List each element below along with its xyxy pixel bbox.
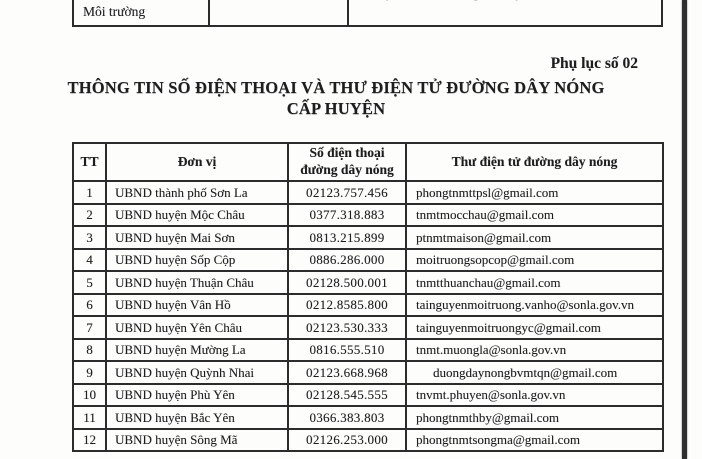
cell-phone: 02123.530.333 <box>288 316 406 339</box>
table-row <box>73 181 663 204</box>
cell-unit: UBND huyện Quỳnh Nhai <box>106 361 288 384</box>
table-row <box>73 361 663 384</box>
cell-phone: 0366.383.803 <box>288 406 406 429</box>
cell-index: 12 <box>73 429 106 452</box>
header-cell-phone: Số điện thoại đường dây nóng <box>288 143 406 181</box>
cell-unit: UBND huyện Bắc Yên <box>106 406 288 429</box>
cell-unit: UBND huyện Sông Mã <box>106 429 288 452</box>
previous-page-table-fragment <box>72 0 663 27</box>
table-row <box>73 384 663 407</box>
cell-email: tnmtthuanchau@gmail.com <box>406 271 663 294</box>
cell-email: tainguyenmoitruong.vanho@sonla.gov.vn <box>406 294 663 317</box>
cell-index: 9 <box>73 361 106 384</box>
page-edge-shadow-bar <box>682 0 687 459</box>
cell-email: tnvmt.phuyen@sonla.gov.vn <box>406 384 663 407</box>
table-row <box>73 339 663 362</box>
table-row <box>73 204 663 227</box>
hotline-table <box>72 142 664 452</box>
header-cell-unit: Đơn vị <box>106 143 288 181</box>
cell-index: 6 <box>73 294 106 317</box>
cell-email: moitruongsopcop@gmail.com <box>406 249 663 272</box>
cell-unit: UBND huyện Yên Châu <box>106 316 288 339</box>
cell-phone: 02128.545.555 <box>288 384 406 407</box>
cell-index: 4 <box>73 249 106 272</box>
cell-phone: 02128.500.001 <box>288 271 406 294</box>
cell-email: phongtnmthby@gmail.com <box>406 406 663 429</box>
page-subtitle: CẤP HUYỆN <box>286 99 386 119</box>
cell-unit: UBND thành phố Sơn La <box>106 181 288 204</box>
cell-phone: 0377.318.883 <box>288 204 406 227</box>
cell-email: phongtnmtsongma@gmail.com <box>406 429 663 452</box>
table-row <box>73 316 663 339</box>
cell-email: tnmt.muongla@sonla.gov.vn <box>406 339 663 362</box>
table-row <box>73 226 663 249</box>
table-header-row <box>73 143 663 181</box>
table-body <box>73 181 663 451</box>
cell-unit: UBND huyện Sốp Cộp <box>106 249 288 272</box>
table-row <box>73 294 663 317</box>
cell-index: 7 <box>73 316 106 339</box>
cell-unit: UBND huyện Mộc Châu <box>106 204 288 227</box>
cell-email: tainguyenmoitruongyc@gmail.com <box>406 316 663 339</box>
table-column-divider <box>208 0 210 25</box>
cell-index: 5 <box>73 271 106 294</box>
cell-unit: UBND huyện Vân Hồ <box>106 294 288 317</box>
cell-index: 1 <box>73 181 106 204</box>
cell-phone: 0886.286.000 <box>288 249 406 272</box>
table-column-divider <box>347 0 349 25</box>
cell-index: 10 <box>73 384 106 407</box>
cell-email: phongtnmttpsl@gmail.com <box>406 181 663 204</box>
cell-index: 2 <box>73 204 106 227</box>
cell-phone: 02123.668.968 <box>288 361 406 384</box>
page-title: THÔNG TIN SỐ ĐIỆN THOẠI VÀ THƯ ĐIỆN TỬ ĐƯỜNG DÂY NÓNG <box>67 78 605 97</box>
cell-phone: 0212.8585.800 <box>288 294 406 317</box>
table-row <box>73 271 663 294</box>
cell-unit: UBND huyện Mai Sơn <box>106 226 288 249</box>
title-block <box>0 77 672 120</box>
cell-unit: UBND huyện Phù Yên <box>106 384 288 407</box>
cell-email: tnmtmocchau@gmail.com <box>406 204 663 227</box>
table-row <box>73 429 663 452</box>
cell-phone: 02123.757.456 <box>288 181 406 204</box>
cell-index: 8 <box>73 339 106 362</box>
cell-email: ptnmtmaison@gmail.com <box>406 226 663 249</box>
cell-phone: 02126.253.000 <box>288 429 406 452</box>
cell-unit: UBND huyện Thuận Châu <box>106 271 288 294</box>
header-cell-email: Thư điện tử đường dây nóng <box>406 143 663 181</box>
cell-index: 3 <box>73 226 106 249</box>
cell-phone: 0813.215.899 <box>288 226 406 249</box>
header-cell-index: TT <box>73 143 106 181</box>
cell-index: 11 <box>73 406 106 429</box>
cutoff-text-fragment <box>364 0 644 3</box>
cell-unit: UBND huyện Mường La <box>106 339 288 362</box>
table-row <box>73 249 663 272</box>
table-row <box>73 406 663 429</box>
prev-table-cell-label: Môi trường <box>83 4 146 19</box>
cell-phone: 0816.555.510 <box>288 339 406 362</box>
cell-email: duongdaynongbvmtqn@gmail.com <box>406 361 663 384</box>
appendix-label: Phụ lục số 02 <box>550 55 638 72</box>
